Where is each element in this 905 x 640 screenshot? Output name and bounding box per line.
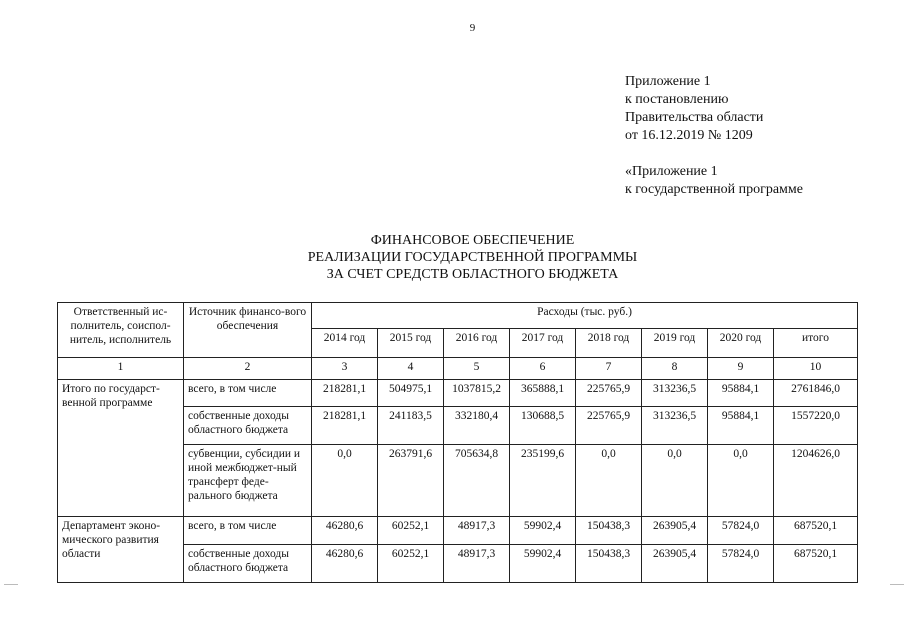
header-responsible: Ответственный ис-полнитель, соиспол-нитель, исполнитель bbox=[58, 303, 184, 358]
value-cell: 235199,6 bbox=[510, 445, 576, 517]
financing-table bbox=[57, 302, 858, 583]
title-line: ФИНАНСОВОЕ ОБЕСПЕЧЕНИЕ bbox=[370, 233, 575, 248]
column-number: 7 bbox=[576, 358, 642, 380]
header-year: 2015 год bbox=[378, 329, 444, 358]
value-cell: 60252,1 bbox=[378, 517, 444, 545]
source-cell: всего, в том числе bbox=[184, 517, 312, 545]
value-cell: 0,0 bbox=[312, 445, 378, 517]
appendix-line: к постановлению bbox=[625, 92, 729, 107]
column-number: 8 bbox=[642, 358, 708, 380]
appendix-line: Правительства области bbox=[625, 110, 764, 125]
header-year: 2019 год bbox=[642, 329, 708, 358]
table-row bbox=[58, 517, 858, 545]
column-number: 10 bbox=[774, 358, 858, 380]
scan-mark bbox=[4, 584, 18, 585]
value-cell: 0,0 bbox=[708, 445, 774, 517]
column-number: 5 bbox=[444, 358, 510, 380]
value-cell: 60252,1 bbox=[378, 545, 444, 583]
header-year: 2020 год bbox=[708, 329, 774, 358]
document-title bbox=[0, 232, 905, 283]
value-cell: 313236,5 bbox=[642, 407, 708, 445]
value-cell: 241183,5 bbox=[378, 407, 444, 445]
value-cell: 218281,1 bbox=[312, 380, 378, 407]
value-cell: 263905,4 bbox=[642, 545, 708, 583]
value-cell: 687520,1 bbox=[774, 545, 858, 583]
source-cell: всего, в том числе bbox=[184, 380, 312, 407]
value-cell: 48917,3 bbox=[444, 517, 510, 545]
value-cell: 46280,6 bbox=[312, 545, 378, 583]
value-cell: 1037815,2 bbox=[444, 380, 510, 407]
page-number: 9 bbox=[469, 22, 476, 34]
value-cell: 95884,1 bbox=[708, 380, 774, 407]
value-cell: 130688,5 bbox=[510, 407, 576, 445]
value-cell: 313236,5 bbox=[642, 380, 708, 407]
value-cell: 150438,3 bbox=[576, 545, 642, 583]
value-cell: 263905,4 bbox=[642, 517, 708, 545]
column-number: 1 bbox=[58, 358, 184, 380]
value-cell: 705634,8 bbox=[444, 445, 510, 517]
header-year: 2017 год bbox=[510, 329, 576, 358]
title-line: РЕАЛИЗАЦИИ ГОСУДАРСТВЕННОЙ ПРОГРАММЫ bbox=[307, 250, 638, 265]
appendix-line: от 16.12.2019 № 1209 bbox=[625, 128, 753, 143]
group-name: Департамент эконо-мического развития области bbox=[58, 517, 184, 583]
header-year: 2014 год bbox=[312, 329, 378, 358]
table-row bbox=[58, 380, 858, 407]
value-cell: 59902,4 bbox=[510, 545, 576, 583]
value-cell: 2761846,0 bbox=[774, 380, 858, 407]
value-cell: 0,0 bbox=[576, 445, 642, 517]
appendix-ref-line: «Приложение 1 bbox=[625, 164, 718, 179]
value-cell: 1557220,0 bbox=[774, 407, 858, 445]
appendix-block bbox=[625, 73, 885, 197]
header-year: 2016 год bbox=[444, 329, 510, 358]
value-cell: 365888,1 bbox=[510, 380, 576, 407]
source-cell: субвенции, субсидии и иной межбюджет-ный трансферт феде-рального бюджета bbox=[184, 445, 312, 517]
value-cell: 218281,1 bbox=[312, 407, 378, 445]
title-line: ЗА СЧЕТ СРЕДСТВ ОБЛАСТНОГО БЮДЖЕТА bbox=[326, 267, 619, 282]
column-number: 2 bbox=[184, 358, 312, 380]
value-cell: 225765,9 bbox=[576, 380, 642, 407]
column-number: 9 bbox=[708, 358, 774, 380]
header-source: Источник финансо-вого обеспечения bbox=[184, 303, 312, 358]
value-cell: 46280,6 bbox=[312, 517, 378, 545]
appendix-line: Приложение 1 bbox=[625, 74, 711, 89]
value-cell: 504975,1 bbox=[378, 380, 444, 407]
value-cell: 0,0 bbox=[642, 445, 708, 517]
column-number: 3 bbox=[312, 358, 378, 380]
appendix-ref-line: к государственной программе bbox=[625, 182, 803, 197]
scan-mark bbox=[890, 584, 904, 585]
value-cell: 263791,6 bbox=[378, 445, 444, 517]
value-cell: 332180,4 bbox=[444, 407, 510, 445]
header-total: итого bbox=[774, 329, 858, 358]
value-cell: 687520,1 bbox=[774, 517, 858, 545]
value-cell: 59902,4 bbox=[510, 517, 576, 545]
value-cell: 150438,3 bbox=[576, 517, 642, 545]
header-expenses: Расходы (тыс. руб.) bbox=[312, 303, 858, 329]
header-year: 2018 год bbox=[576, 329, 642, 358]
source-cell: собственные доходы областного бюджета bbox=[184, 545, 312, 583]
value-cell: 95884,1 bbox=[708, 407, 774, 445]
value-cell: 48917,3 bbox=[444, 545, 510, 583]
value-cell: 57824,0 bbox=[708, 517, 774, 545]
column-number: 6 bbox=[510, 358, 576, 380]
source-cell: собственные доходы областного бюджета bbox=[184, 407, 312, 445]
group-name: Итого по государст-венной программе bbox=[58, 380, 184, 517]
column-number: 4 bbox=[378, 358, 444, 380]
value-cell: 57824,0 bbox=[708, 545, 774, 583]
value-cell: 1204626,0 bbox=[774, 445, 858, 517]
value-cell: 225765,9 bbox=[576, 407, 642, 445]
